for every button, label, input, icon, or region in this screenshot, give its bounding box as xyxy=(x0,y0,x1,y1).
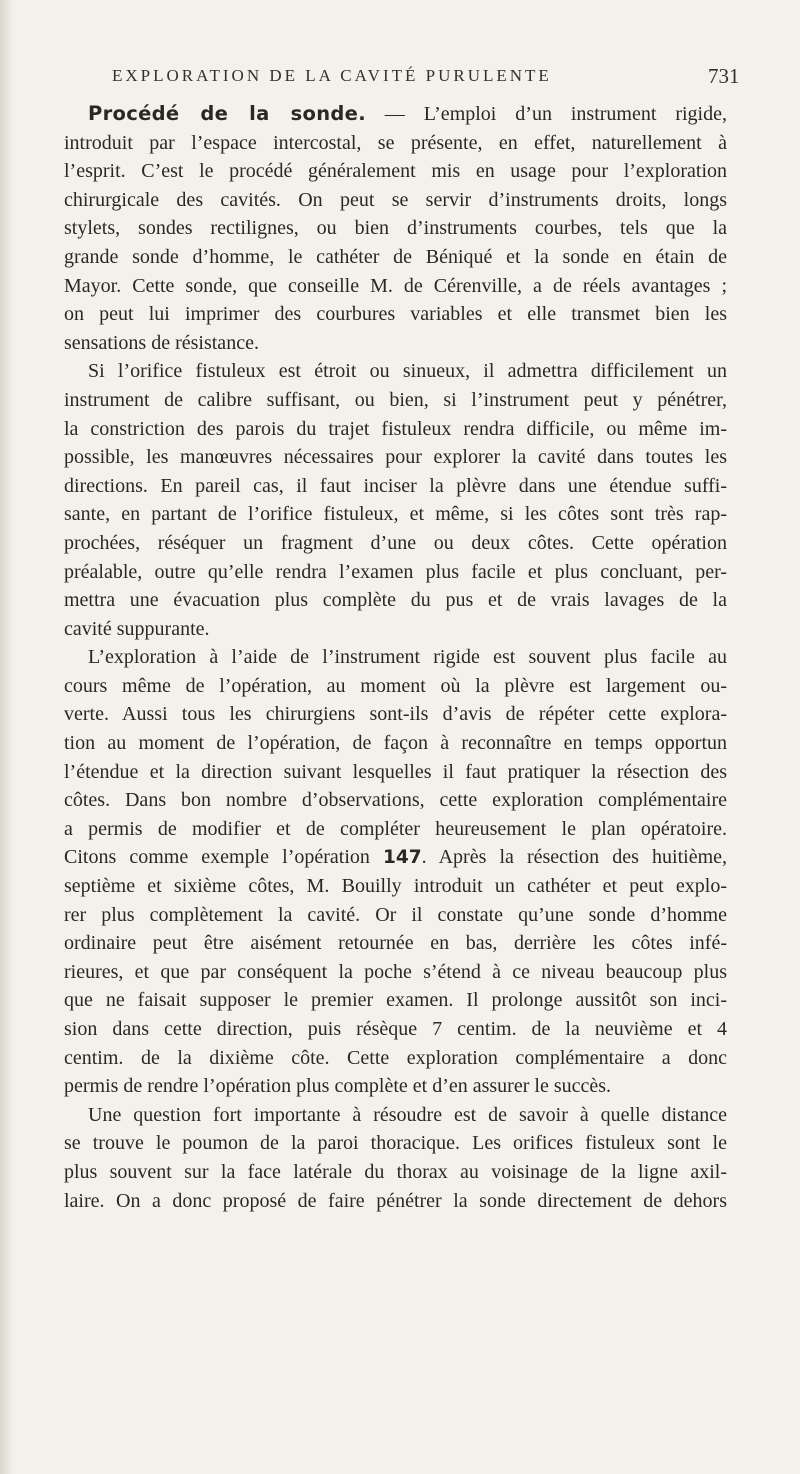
text-line: permis de rendre l’opération plus complète et d’en assurer le succès. xyxy=(64,1075,612,1098)
text-line: Procédé de la sonde. — L’emploi d’un instrument rigide, xyxy=(88,102,727,125)
text-line: l’esprit. C’est le procédé généralement mis en usage pour l’exploration xyxy=(64,160,727,183)
text-line: centim. de la dixième côte. Cette exploration complémentaire a donc xyxy=(64,1046,727,1069)
text-line: possible, les manœuvres nécessaires pour explorer la cavité dans toutes les xyxy=(64,446,727,469)
text-line: préalable, outre qu’elle rendra l’examen plus facile et plus concluant, per- xyxy=(64,560,727,583)
text-line: rer plus complètement la cavité. Or il constate qu’une sonde d’homme xyxy=(64,903,727,926)
text-line: grande sonde d’homme, le cathéter de Béniqué et la sonde en étain de xyxy=(64,245,727,268)
text-line: prochées, réséquer un fragment d’une ou deux côtes. Cette opération xyxy=(64,531,727,554)
citation-text: . Après la résection des huitième, xyxy=(421,846,728,869)
text-line: l’étendue et la direction suivant lesquelles il faut pratiquer la résection des xyxy=(64,760,727,783)
text-line: laire. On a donc proposé de faire pénétrer la sonde directement de dehors xyxy=(64,1189,727,1212)
running-header xyxy=(0,66,800,96)
page-edge-shadow xyxy=(0,0,14,1474)
text-line: rieures, et que par conséquent la poche s’étend à ce niveau beaucoup plus xyxy=(64,960,727,983)
text-line: on peut lui imprimer des courbures variables et elle transmet bien les xyxy=(64,303,727,326)
text-line: ordinaire peut être aisément retournée en bas, derrière les côtes infé- xyxy=(64,932,727,955)
text-line: que ne faisait supposer le premier examen. Il prolonge aussitôt son inci- xyxy=(64,989,727,1012)
text-line: verte. Aussi tous les chirurgiens sont-ils d’avis de répéter cette explora- xyxy=(64,703,727,726)
text-line: sante, en partant de l’orifice fistuleux, et même, si les côtes sont très rap- xyxy=(64,503,727,526)
text-line: Une question fort importante à résoudre est de savoir à quelle distance xyxy=(88,1103,727,1126)
text-line: tion au moment de l’opération, de façon à reconnaître en temps opportun xyxy=(64,732,727,755)
text-line: côtes. Dans bon nombre d’observations, cette exploration complémentaire xyxy=(64,789,727,812)
text-line: la constriction des parois du trajet fistuleux rendra difficile, ou même im- xyxy=(64,417,727,440)
text-line: septième et sixième côtes, M. Bouilly introduit un cathéter et peut explo- xyxy=(64,875,727,898)
text-line: se trouve le poumon de la paroi thoracique. Les orifices fistuleux sont le xyxy=(64,1132,727,1155)
text-line: chirurgicale des cavités. On peut se servir d’instruments droits, longs xyxy=(64,188,727,211)
text-line xyxy=(64,843,727,872)
text-line: Mayor. Cette sonde, que conseille M. de Cérenville, a de réels avantages ; xyxy=(64,274,727,297)
section-heading: Procédé de la sonde. xyxy=(88,102,366,125)
text-line: instrument de calibre suffisant, ou bien, si l’instrument peut y pénétrer, xyxy=(64,388,727,411)
text-line: introduit par l’espace intercostal, se présente, en effet, naturellement à xyxy=(64,131,727,154)
running-title: EXPLORATION DE LA CAVITÉ PURULENTE xyxy=(112,66,552,85)
text-line: Si l’orifice fistuleux est étroit ou sinueux, il admettra difficilement un xyxy=(88,360,727,383)
text-line: L’exploration à l’aide de l’instrument rigide est souvent plus facile au xyxy=(88,646,727,669)
body-text xyxy=(64,100,727,1215)
page-number: 731 xyxy=(708,64,740,88)
text-line: directions. En pareil cas, il faut inciser la plèvre dans une étendue suffi- xyxy=(64,474,727,497)
text-line: sensations de résistance. xyxy=(64,331,259,354)
text-line: sion dans cette direction, puis résèque 7 centim. de la neuvième et 4 xyxy=(64,1018,727,1040)
text-line: cavité suppurante. xyxy=(64,617,210,640)
text-line: cours même de l’opération, au moment où la plèvre est largement ou- xyxy=(64,674,727,697)
text-line: mettra une évacuation plus complète du pus et de vrais lavages de la xyxy=(64,589,727,612)
text-line: plus souvent sur la face latérale du thorax au voisinage de la ligne axil- xyxy=(64,1160,727,1183)
operation-number: 147 xyxy=(382,847,422,869)
citation-text: Citons comme exemple l’opération xyxy=(64,846,383,869)
text-line: stylets, sondes rectilignes, ou bien d’instruments courbes, tels que la xyxy=(64,217,727,240)
text-line: a permis de modifier et de compléter heureusement le plan opératoire. xyxy=(64,817,727,840)
